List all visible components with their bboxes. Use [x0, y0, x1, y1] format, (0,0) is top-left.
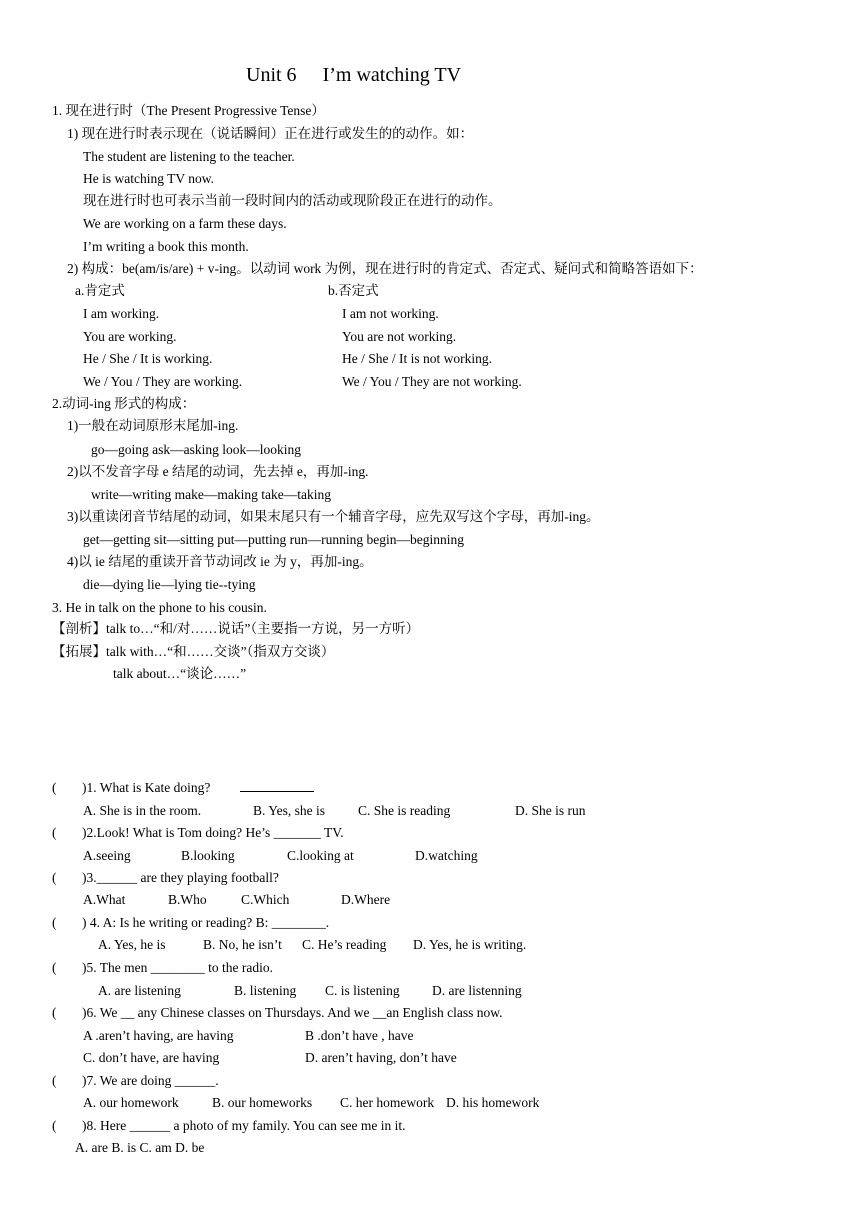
- options-row: [83, 803, 586, 819]
- option-d[interactable]: D. aren’t having, don’t have: [305, 1050, 457, 1065]
- option-c[interactable]: C. am: [139, 1140, 172, 1155]
- option-b[interactable]: B. Yes, she is: [253, 803, 326, 818]
- option-a[interactable]: A.seeing: [83, 848, 131, 863]
- option-d[interactable]: D. his homework: [446, 1095, 540, 1110]
- option-a[interactable]: A. are: [75, 1140, 108, 1155]
- option-b[interactable]: B. is: [111, 1140, 137, 1155]
- option-c[interactable]: C. is listening: [325, 983, 400, 998]
- rule-2: 2)以不发音字母 e 结尾的动词，先去掉 e，再加-ing.: [67, 464, 369, 479]
- option-d[interactable]: D. are listenning: [432, 983, 522, 998]
- section-3-heading: 3. He in talk on the phone to his cousin.: [52, 600, 267, 615]
- rule-4: 4)以 ie 结尾的重读开音节动词改 ie 为 y，再加-ing。: [67, 554, 373, 569]
- analysis-note: 【剖析】talk to…“和/对……说话”（主要指一方说，另一方听）: [52, 621, 420, 636]
- example-sentence: He is watching TV now.: [83, 171, 214, 186]
- rule-3-examples: get—getting sit—sitting put—putting run—running begin—beginning: [83, 532, 464, 547]
- question-2: ( )2.Look! What is Tom doing? He’s _______ TV.: [52, 825, 344, 840]
- option-c[interactable]: C. her homework: [340, 1095, 435, 1110]
- rule-1: 1)一般在动词原形末尾加-ing.: [67, 418, 239, 433]
- option-a[interactable]: A. She is in the room.: [83, 803, 202, 818]
- example-sentence: I’m writing a book this month.: [83, 239, 249, 254]
- affirmative-heading: a.肯定式: [75, 283, 125, 298]
- affirmative-form: You are working.: [83, 329, 177, 344]
- rule-3: 3)以重读闭音节结尾的动词，如果末尾只有一个辅音字母，应先双写这个字母，再加-ing。: [67, 509, 600, 524]
- negative-form: We / You / They are not working.: [342, 374, 522, 389]
- question-3: ( )3.______ are they playing football?: [52, 870, 279, 885]
- question-8: ( )8. Here ______ a photo of my family. You can see me in it.: [52, 1118, 406, 1133]
- rule-4-examples: die—dying lie—lying tie--tying: [83, 577, 256, 592]
- options-row: [83, 892, 390, 908]
- unit-label: Unit 6: [246, 64, 297, 86]
- question-6: ( )6. We __ any Chinese classes on Thursdays. And we __an English class now.: [52, 1005, 503, 1020]
- option-b[interactable]: B.looking: [181, 848, 235, 863]
- options-row: [83, 1028, 413, 1044]
- options-row: [98, 983, 522, 999]
- rule-1-examples: go—going ask—asking look—looking: [91, 442, 301, 457]
- option-b[interactable]: B. No, he isn’t: [203, 937, 282, 952]
- option-c[interactable]: C.looking at: [287, 848, 354, 863]
- negative-form: You are not working.: [342, 329, 457, 344]
- option-c[interactable]: C.Which: [241, 892, 290, 907]
- options-row: [75, 1140, 204, 1156]
- extension-note-2: talk about…“谈论……”: [113, 666, 247, 681]
- option-b[interactable]: B.Who: [168, 892, 207, 907]
- option-a[interactable]: A.What: [83, 892, 126, 907]
- options-row: [98, 937, 526, 953]
- negative-form: He / She / It is not working.: [342, 351, 492, 366]
- option-d[interactable]: D.Where: [341, 892, 391, 907]
- option-b[interactable]: B. listening: [234, 983, 297, 998]
- negative-form: I am not working.: [342, 306, 439, 321]
- option-a[interactable]: A. are listening: [98, 983, 181, 998]
- affirmative-form: He / She / It is working.: [83, 351, 213, 366]
- section-1-heading: 1. 现在进行时（The Present Progressive Tense）: [52, 103, 325, 118]
- affirmative-form: I am working.: [83, 306, 160, 321]
- options-row: [83, 848, 478, 864]
- option-c[interactable]: C. She is reading: [358, 803, 451, 818]
- example-sentence: The student are listening to the teacher.: [83, 149, 295, 164]
- affirmative-form: We / You / They are working.: [83, 374, 243, 389]
- example-sentence: We are working on a farm these days.: [83, 216, 287, 231]
- rule-2-examples: write—writing make—making take—taking: [91, 487, 331, 502]
- option-c[interactable]: C. don’t have, are having: [83, 1050, 220, 1065]
- question-5: ( )5. The men ________ to the radio.: [52, 960, 273, 975]
- options-row: [83, 1095, 539, 1111]
- option-a[interactable]: A. our homework: [83, 1095, 179, 1110]
- question-1: ( )1. What is Kate doing?: [52, 780, 314, 796]
- extension-note: 【拓展】talk with…“和……交谈”（指双方交谈）: [52, 644, 335, 659]
- option-c[interactable]: C. He’s reading: [302, 937, 387, 952]
- negative-heading: b.否定式: [328, 283, 379, 298]
- page-title: [246, 62, 461, 88]
- option-a[interactable]: A. Yes, he is: [98, 937, 166, 952]
- option-b[interactable]: B .don’t have , have: [305, 1028, 414, 1043]
- option-b[interactable]: B. our homeworks: [212, 1095, 313, 1110]
- option-d[interactable]: D. Yes, he is writing.: [413, 937, 527, 952]
- question-7: ( )7. We are doing ______.: [52, 1073, 219, 1088]
- section-2-heading: 2.动词-ing 形式的构成：: [52, 396, 196, 411]
- note-1-2: 2) 构成：be(am/is/are) + v-ing。以动词 work 为例，现在进行时的肯定式、否定式、疑问式和简略答语如下：: [67, 261, 703, 276]
- options-row: [83, 1050, 457, 1066]
- option-d[interactable]: D. She is run: [515, 803, 586, 818]
- answer-blank[interactable]: [240, 780, 314, 792]
- note-text: 现在进行时也可表示当前一段时间内的活动或现阶段正在进行的动作。: [83, 193, 502, 208]
- title-text: I’m watching TV: [322, 64, 462, 86]
- note-1-1: 1) 现在进行时表示现在（说话瞬间）正在进行或发生的的动作。如：: [67, 126, 474, 141]
- question-4: ( ) 4. A: Is he writing or reading? B: ________.: [52, 915, 330, 930]
- option-a[interactable]: A .aren’t having, are having: [83, 1028, 234, 1043]
- option-d[interactable]: D.watching: [415, 848, 478, 863]
- option-d[interactable]: D. be: [175, 1140, 205, 1155]
